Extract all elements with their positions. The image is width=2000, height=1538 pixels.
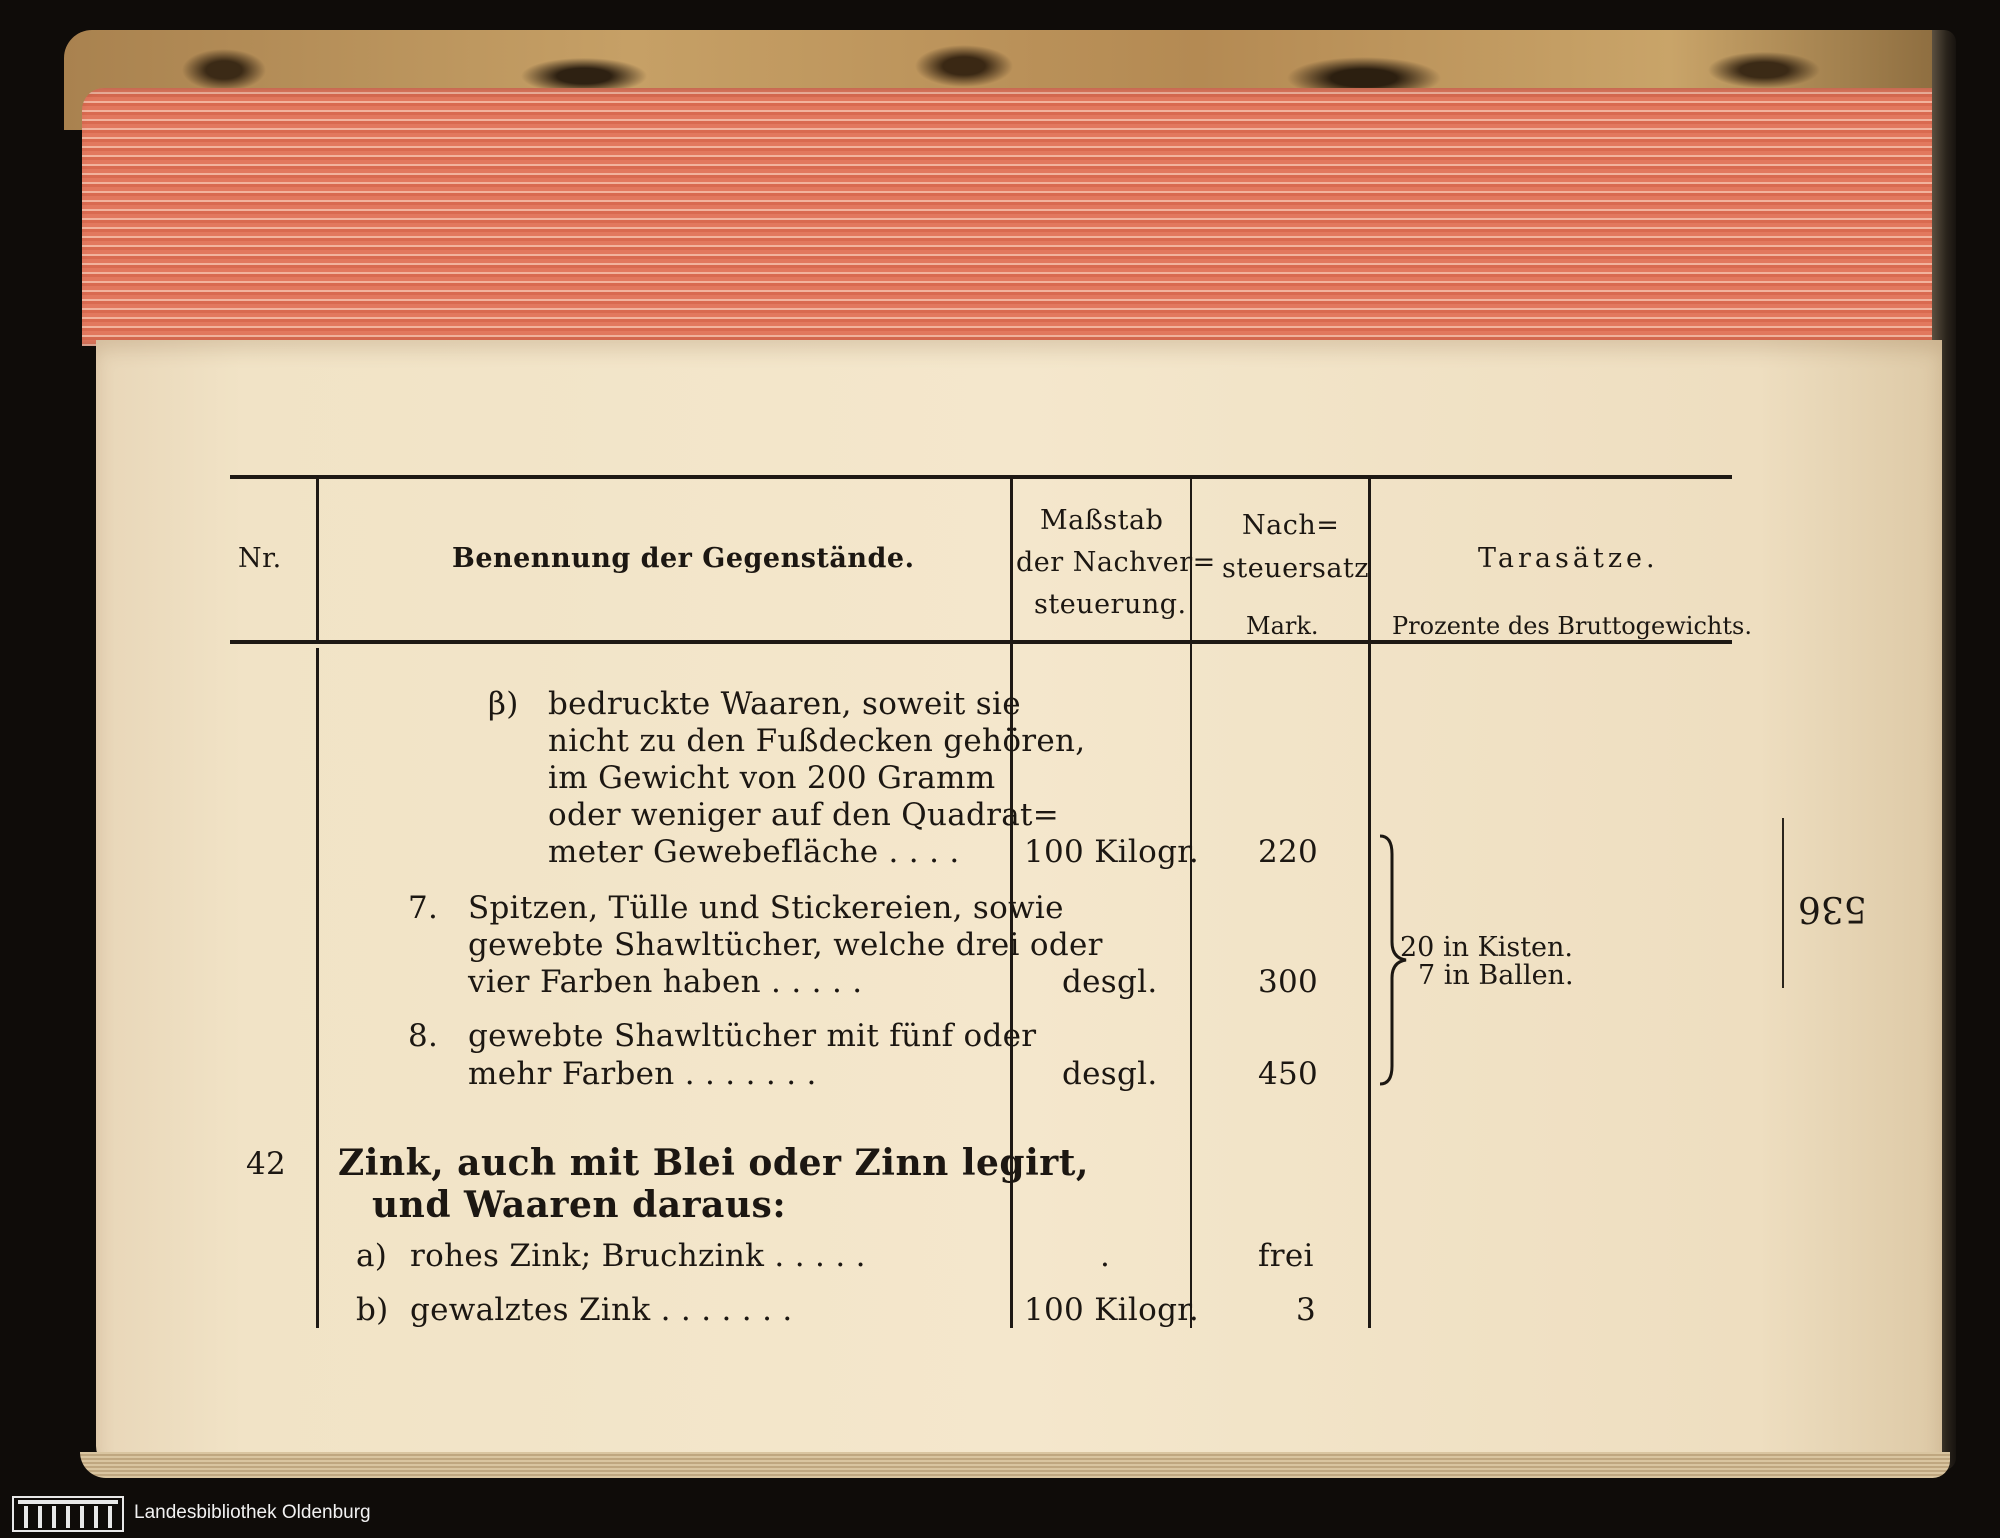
row-42-line1: Zink, auch mit Blei oder Zinn legirt, bbox=[338, 1142, 1089, 1184]
row-7-marker: 7. bbox=[408, 890, 439, 926]
row-beta-line2: nicht zu den Fußdecken gehören, bbox=[548, 723, 1086, 759]
header-nr: Nr. bbox=[238, 543, 282, 574]
header-massstab-line2: der Nachver= bbox=[1016, 547, 1216, 578]
row-a-massstab: . bbox=[1100, 1238, 1111, 1274]
header-satz-unit: Mark. bbox=[1246, 612, 1319, 640]
header-tara-sub: Prozente des Bruttogewichts. bbox=[1392, 612, 1752, 640]
page-edge-stripes bbox=[82, 88, 1952, 346]
row-8-marker: 8. bbox=[408, 1018, 439, 1054]
header-benennung: Benennung der Gegenstände. bbox=[452, 543, 915, 574]
header-tara: Tarasätze. bbox=[1478, 543, 1659, 574]
page-number: 536 bbox=[1798, 888, 1867, 929]
row-a-line1: rohes Zink; Bruchzink . . . . . bbox=[410, 1238, 866, 1274]
col-divider-satz bbox=[1368, 478, 1371, 1328]
page-edge-bottom bbox=[80, 1452, 1950, 1478]
header-massstab-line3: steuerung. bbox=[1034, 589, 1187, 620]
row-b-marker: b) bbox=[356, 1292, 389, 1328]
row-beta-line3: im Gewicht von 200 Gramm bbox=[548, 760, 996, 796]
row-8-satz: 450 bbox=[1258, 1056, 1319, 1092]
row-8-line2: mehr Farben . . . . . . . bbox=[468, 1056, 817, 1092]
tara-brace-line2: 7 in Ballen. bbox=[1418, 960, 1574, 991]
row-8-line1: gewebte Shawltücher mit fünf oder bbox=[468, 1018, 1037, 1054]
col-divider-nr-body bbox=[316, 648, 319, 1328]
row-42-line2: und Waaren daraus: bbox=[372, 1184, 787, 1226]
row-beta-satz: 220 bbox=[1258, 834, 1319, 870]
row-beta-massstab: 100 Kilogr. bbox=[1024, 834, 1200, 870]
row-42-nr: 42 bbox=[246, 1146, 287, 1182]
library-name[interactable]: Landesbibliothek Oldenburg bbox=[134, 1502, 371, 1523]
row-a-satz: frei bbox=[1258, 1238, 1314, 1274]
col-divider-nr bbox=[316, 478, 319, 640]
col-divider-massstab bbox=[1190, 478, 1192, 1328]
row-b-massstab: 100 Kilogr. bbox=[1024, 1292, 1200, 1328]
table-header-rule bbox=[230, 640, 1732, 644]
row-beta-line5: meter Gewebefläche . . . . bbox=[548, 834, 960, 870]
row-8-massstab: desgl. bbox=[1062, 1056, 1158, 1092]
footer-bar bbox=[0, 1492, 2000, 1538]
row-b-satz: 3 bbox=[1296, 1292, 1317, 1328]
row-beta-marker: β) bbox=[488, 686, 519, 722]
row-7-massstab: desgl. bbox=[1062, 964, 1158, 1000]
tara-brace-line1: 20 in Kisten. bbox=[1400, 932, 1574, 963]
row-7-line1: Spitzen, Tülle und Stickereien, sowie bbox=[468, 890, 1064, 926]
header-satz-line2: steuersatz bbox=[1222, 553, 1369, 584]
row-7-line3: vier Farben haben . . . . . bbox=[468, 964, 863, 1000]
row-beta-line1: bedruckte Waaren, soweit sie bbox=[548, 686, 1021, 722]
row-7-satz: 300 bbox=[1258, 964, 1319, 1000]
page-number-rule bbox=[1782, 818, 1784, 988]
row-beta-line4: oder weniger auf den Quadrat= bbox=[548, 797, 1060, 833]
header-satz-line1: Nach= bbox=[1242, 510, 1340, 541]
library-building-icon bbox=[12, 1496, 124, 1532]
row-a-marker: a) bbox=[356, 1238, 388, 1274]
table-top-rule bbox=[230, 475, 1732, 479]
row-7-line2: gewebte Shawltücher, welche drei oder bbox=[468, 927, 1103, 963]
row-b-line1: gewalztes Zink . . . . . . . bbox=[410, 1292, 793, 1328]
header-massstab-line1: Maßstab bbox=[1040, 505, 1164, 536]
